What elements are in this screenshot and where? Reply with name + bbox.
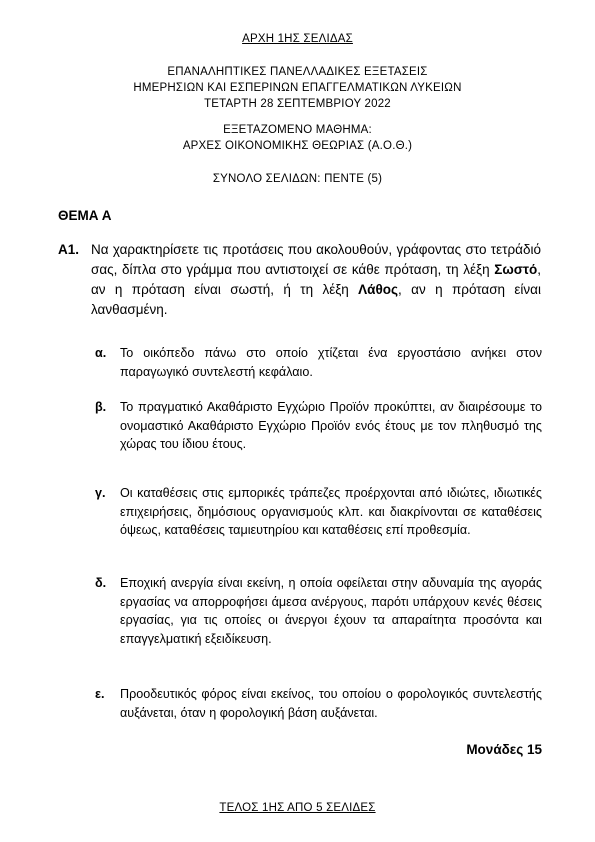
statement-label: ε. xyxy=(95,687,105,701)
question-a1-instructions: Να χαρακτηρίσετε τις προτάσεις που ακολουθούν, γράφοντας στο τετράδιό σας, δίπλα στο γράμμα που αντιστοιχεί σε κάθε πρόταση, τη λέξη Σωστό, αν η πρόταση είναι σωστή, ή τη λέξη Λάθος, αν η πρόταση είναι λανθασμένη. xyxy=(91,242,541,317)
exam-title-line-1: ΕΠΑΝΑΛΗΠΤΙΚΕΣ ΠΑΝΕΛΛΑΔΙΚΕΣ ΕΞΕΤΑΣΕΙΣ xyxy=(167,66,428,78)
marks-label: Μονάδες 15 xyxy=(466,742,542,757)
statement-label: α. xyxy=(95,346,107,360)
exam-date: ΤΕΤΑΡΤΗ 28 ΣΕΠΤΕΜΒΡΙΟΥ 2022 xyxy=(204,98,391,110)
correct-word: Σωστό xyxy=(494,262,538,277)
statement-label: γ. xyxy=(95,486,106,500)
total-pages: ΣΥΝΟΛΟ ΣΕΛΙΔΩΝ: ΠΕΝΤΕ (5) xyxy=(212,173,383,185)
page-end-label: ΤΕΛΟΣ 1ΗΣ ΑΠΟ 5 ΣΕΛΙΔΕΣ xyxy=(219,802,376,814)
subject-name: ΑΡΧΕΣ ΟΙΚΟΝΟΜΙΚΗΣ ΘΕΩΡΙΑΣ (Α.Ο.Θ.) xyxy=(182,140,413,152)
question-a1-label: Α1. xyxy=(58,242,80,257)
statement-text: Το πραγματικό Ακαθάριστο Εγχώριο Προϊόν προκύπτει, αν διαιρέσουμε το ονομαστικό Ακαθάριστο Εγχώριο Προϊόν ενός έτους με τον πληθυσμό της χώρας του ίδιου έτους. xyxy=(120,400,542,451)
statement-label: β. xyxy=(95,400,107,414)
statement-text: Προοδευτικός φόρος είναι εκείνος, του οποίου ο φορολογικός συντελεστής αυξάνεται, όταν η φορολογική βάση αυξάνεται. xyxy=(120,687,542,720)
statement-text: Οι καταθέσεις στις εμπορικές τράπεζες προέρχονται από ιδιώτες, ιδιωτικές επιχειρήσεις, δημόσιους οργανισμούς κλπ. και διακρίνονται σε καταθέσεις όψεως, καταθέσεις ταμιευτηρίου και καταθέσεις επί προθεσμία. xyxy=(120,486,542,537)
theme-title: ΘΕΜΑ Α xyxy=(58,208,112,223)
page-start-label: ΑΡΧΗ 1ΗΣ ΣΕΛΙΔΑΣ xyxy=(242,33,353,45)
statement-label: δ. xyxy=(95,576,107,590)
statement-text: Το οικόπεδο πάνω στο οποίο χτίζεται ένα εργοστάσιο ανήκει στον παραγωγικό συντελεστή κεφάλαιο. xyxy=(120,346,542,379)
wrong-word: Λάθος xyxy=(358,282,399,297)
exam-title-line-2: ΗΜΕΡΗΣΙΩΝ ΚΑΙ ΕΣΠΕΡΙΝΩΝ ΕΠΑΓΓΕΛΜΑΤΙΚΩΝ ΛΥΚΕΙΩΝ xyxy=(133,82,462,94)
subject-heading: ΕΞΕΤΑΖΟΜΕΝΟ ΜΑΘΗΜΑ: xyxy=(223,124,372,136)
statement-text: Εποχική ανεργία είναι εκείνη, η οποία οφείλεται στην αδυναμία της αγοράς εργασίας να απορροφήσει άμεσα ανέργους, παρότι υπάρχουν κενές θέσεις εργασίας, για τις οποίες οι άνεργοι έχουν τα απαραίτητα προσόντα και επαγγελματική εξειδίκευση. xyxy=(120,576,542,646)
